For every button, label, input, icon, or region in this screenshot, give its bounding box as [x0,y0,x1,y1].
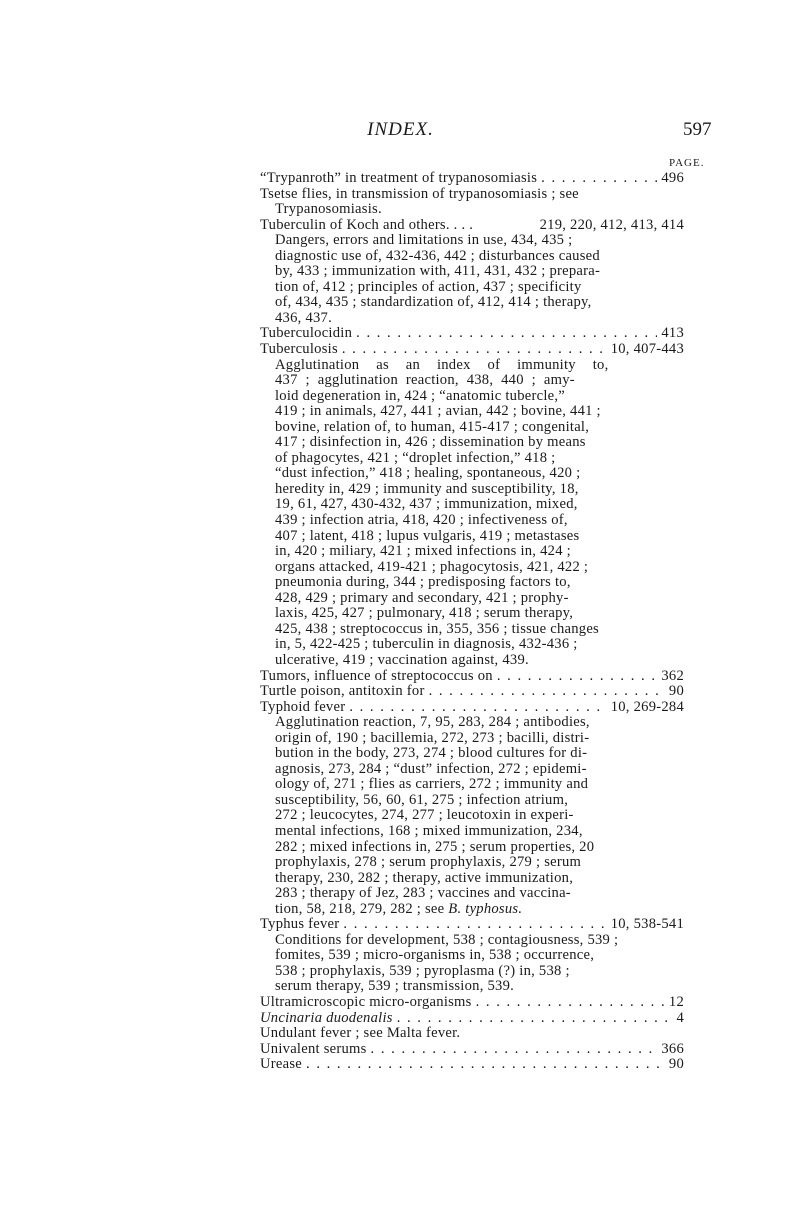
subentry-line: fomites, 539 ; micro-organisms in, 538 ; occurrence, [275,947,595,964]
entry-pages: 10, 538-541 [610,916,684,933]
dot-leader [306,1057,665,1073]
entry-pages: 413 [661,325,684,342]
entry-text: Ultramicroscopic micro-organisms [260,993,472,1010]
subentry-line: laxis, 425, 427 ; pulmonary, 418 ; serum therapy, [275,605,574,622]
subentry-line: 419 ; in animals, 427, 441 ; avian, 442 ; bovine, 441 ; [275,403,601,420]
entry-text: Uncinaria duodenalis [260,1009,393,1026]
subentry-line: pneumonia during, 344 ; predisposing factors to, [275,574,571,591]
index-entry-turtle-poison [260,684,684,700]
index-entry-trypanroth [260,171,684,187]
entry-pages: 90 [668,1056,684,1073]
subentry-line: 19, 61, 427, 430-432, 437 ; immunization, mixed, [275,496,578,513]
subentry-line: therapy, 230, 282 ; therapy, active immunization, [275,869,574,886]
index-entry-tuberculocidin [260,326,684,342]
dot-leader [497,669,658,685]
index-entry-undulant-fever: Undulant fever ; see Malta fever. [260,1025,461,1042]
subentry-line: 439 ; infection atria, 418, 420 ; infectiveness of, [275,512,568,529]
entry-pages: 219, 220, 412, 413, 414 [539,216,684,233]
subentry-line: 538 ; prophylaxis, 539 ; pyroplasma (?) in, 538 ; [275,962,570,979]
index-entry-tumors [260,669,684,685]
index-entry-uncinaria [260,1011,684,1027]
subentry-line: Conditions for development, 538 ; contagiousness, 539 ; [275,931,619,948]
index-entries [260,171,800,1073]
index-entry-tuberculosis [260,342,684,358]
entry-text: Tumors, influence of streptococcus on [260,667,493,684]
subentry-line: Dangers, errors and limitations in use, 434, 435 ; [275,232,573,249]
subentry-line: 437 ; agglutination reaction, 438, 440 ; amy- [275,372,575,389]
subentry-line: organs attacked, 419-421 ; phagocytosis, 421, 422 ; [275,558,589,575]
dot-leader [541,171,657,187]
subentry-line: bution in the body, 273, 274 ; blood cultures for di- [275,745,588,762]
index-entry-urease [260,1057,684,1073]
dot-leader [343,917,606,933]
dot-leader [476,995,665,1011]
entry-text: Tuberculin of Koch and others. . . . [260,216,474,233]
entry-pages: 90 [668,683,684,700]
running-title: INDEX. [367,119,434,140]
entry-pages: 366 [661,1040,684,1057]
subentry-line: 282 ; mixed infections in, 275 ; serum properties, 20 [275,838,595,855]
dot-leader [342,342,607,358]
dot-leader [371,1042,658,1058]
index-entry-tuberculin [260,218,684,234]
subentry-line: ulcerative, 419 ; vaccination against, 439. [275,651,529,668]
entry-text: Urease [260,1056,303,1073]
subentry-line: 407 ; latent, 418 ; lupus vulgaris, 419 ; metastases [275,527,580,544]
subentry-line: Agglutination as an index of immunity to, [275,356,609,373]
entry-text: Turtle poison, antitoxin for [260,683,425,700]
index-entry-ultramicroscopic [260,995,684,1011]
page-column-label: PAGE. [669,157,705,169]
subentry-line: tion of, 412 ; principles of action, 437 ; specificity [275,278,582,295]
index-entry-univalent-serums [260,1042,684,1058]
subentry-line: 428, 429 ; primary and secondary, 421 ; prophy- [275,589,569,606]
subentry-line: agnosis, 273, 284 ; “dust” infection, 272 ; epidemi- [275,760,587,777]
subentry-line: “dust infection,” 418 ; healing, spontaneous, 420 ; [275,465,581,482]
entry-text: Tuberculocidin [260,325,353,342]
entry-pages: 10, 407-443 [610,341,684,358]
subentry-line: 417 ; disinfection in, 426 ; dissemination by means [275,434,586,451]
entry-pages: 496 [661,170,684,186]
cross-reference: B. typhosus. [448,900,523,917]
subentry-line [260,902,800,918]
page-number: 597 [683,119,712,140]
subentry-line: in, 420 ; miliary, 421 ; mixed infections in, 424 ; [275,543,571,560]
subentry-line: 425, 438 ; streptococcus in, 355, 356 ; tissue changes [275,620,599,637]
subentry-line: in, 5, 422-425 ; tuberculin in diagnosis, 432-436 ; [275,636,578,653]
index-entry-typhoid-fever [260,700,684,716]
subentry-line: 272 ; leucocytes, 274, 277 ; leucotoxin in experi- [275,807,574,824]
subentry-line: 436, 437. [275,309,332,326]
entry-text: Typhoid fever [260,698,346,715]
subentry-line: susceptibility, 56, 60, 61, 275 ; infection atrium, [275,791,569,808]
entry-text: Tuberculosis [260,341,338,358]
subentry-line: prophylaxis, 278 ; serum prophylaxis, 279 ; serum [275,854,582,871]
subentry-line: origin of, 190 ; bacillemia, 272, 273 ; bacilli, distri- [275,729,590,746]
index-entry-typhus-fever [260,917,684,933]
entry-continuation: Trypanosomiasis. [275,201,382,218]
entry-text: Typhus fever [260,916,340,933]
subentry-line: 283 ; therapy of Jez, 283 ; vaccines and vaccina- [275,885,571,902]
subentry-line: mental infections, 168 ; mixed immunization, 234, [275,822,583,839]
entry-pages: 12 [668,993,684,1010]
subentry-line: Agglutination reaction, 7, 95, 283, 284 ; antibodies, [275,714,590,731]
subentry-line: bovine, relation of, to human, 415-417 ; congenital, [275,418,590,435]
subentry-line: serum therapy, 539 ; transmission, 539. [275,978,515,995]
entry-text: “Trypanroth” in treatment of trypanosomiasis [260,170,538,186]
entry-text: Univalent serums [260,1040,367,1057]
dot-leader [397,1011,673,1027]
index-entry-tsetse-flies: Tsetse flies, in transmission of trypanosomiasis ; see [260,185,579,202]
subentry-line: of, 434, 435 ; standardization of, 412, 414 ; therapy, [275,294,592,311]
entry-pages: 4 [676,1009,684,1026]
dot-leader [349,700,606,716]
subentry-line: diagnostic use of, 432-436, 442 ; disturbances caused [275,247,600,264]
entry-pages: 362 [661,667,684,684]
subentry-text: tion, 58, 218, 279, 282 ; see [275,900,449,917]
subentry-line: loid degeneration in, 424 ; “anatomic tubercle,” [275,387,565,404]
subentry-line: heredity in, 429 ; immunity and susceptibility, 18, [275,480,579,497]
dot-leader [356,326,657,342]
entry-pages: 10, 269-284 [610,698,684,715]
subentry-line: by, 433 ; immunization with, 411, 431, 432 ; prepara- [275,263,601,280]
dot-leader [429,684,665,700]
subentry-line: of phagocytes, 421 ; “droplet infection,” 418 ; [275,449,556,466]
subentry-line: ology of, 271 ; flies as carriers, 272 ; immunity and [275,776,589,793]
